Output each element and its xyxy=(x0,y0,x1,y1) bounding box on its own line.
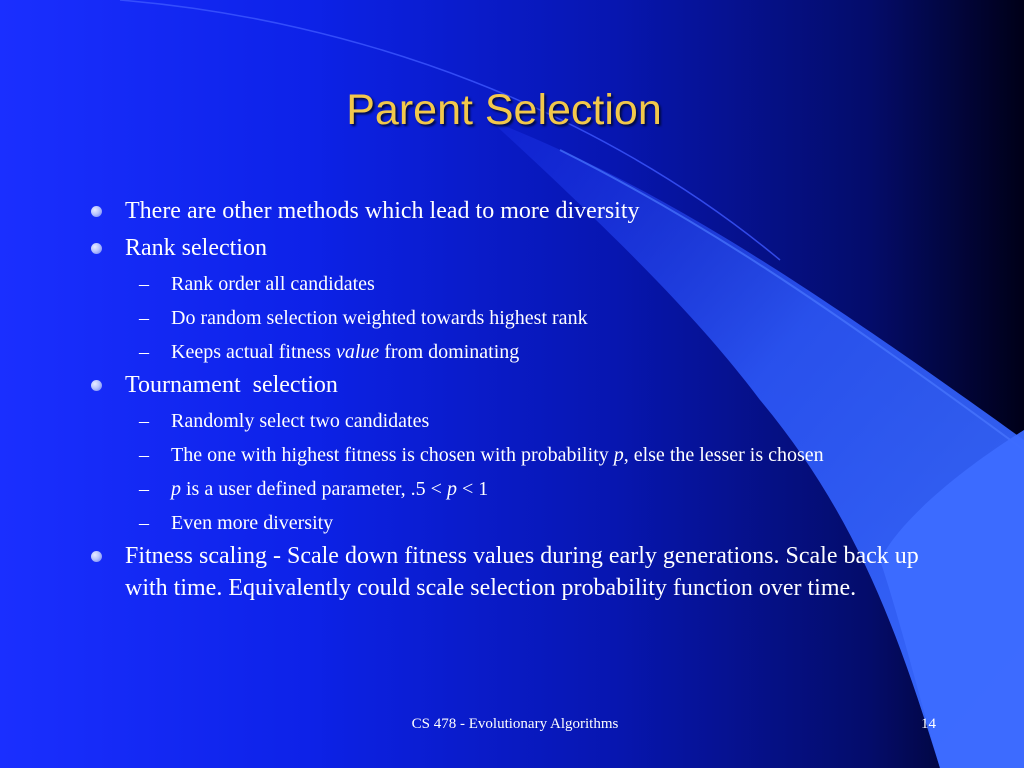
bullet-dot-icon xyxy=(91,551,102,562)
bullet-dot-icon xyxy=(91,380,102,391)
sub-bullet-text: Randomly select two candidates xyxy=(171,410,430,432)
sub-bullet-item xyxy=(90,339,940,366)
text-run: Keeps actual fitness xyxy=(171,341,336,363)
sub-bullet-text: Even more diversity xyxy=(171,512,334,534)
bullet-item xyxy=(90,232,940,264)
bullet-list xyxy=(90,192,940,604)
dash-icon: – xyxy=(139,273,149,295)
sub-bullet-text: Rank order all candidates xyxy=(171,273,375,295)
dash-icon: – xyxy=(139,478,149,500)
dash-icon: – xyxy=(139,444,149,466)
dash-icon: – xyxy=(139,410,149,432)
text-run: < 1 xyxy=(456,478,489,500)
dash-icon: – xyxy=(139,307,149,329)
bullet-item xyxy=(90,540,940,604)
bullet-dot-icon xyxy=(91,206,102,217)
dash-icon: – xyxy=(139,512,149,534)
sub-bullet-item xyxy=(90,271,940,298)
bullet-text: Tournament selection xyxy=(125,372,338,398)
emphasis-text: value xyxy=(335,341,380,363)
dash-icon: – xyxy=(139,341,149,363)
footer-course-title: CS 478 - Evolutionary Algorithms xyxy=(411,716,619,732)
slide-number: 14 xyxy=(921,716,936,732)
text-run: The one with highest fitness is chosen with probability xyxy=(171,444,614,466)
sub-bullet-item xyxy=(90,476,940,503)
text-run: , else the lesser is chosen xyxy=(623,444,824,466)
emphasis-text: p xyxy=(613,444,624,466)
emphasis-text: p xyxy=(171,478,181,500)
sub-bullet-item xyxy=(90,510,940,537)
bullet-text: Fitness scaling - Scale down fitness values during early generations. Scale back up with time. Equivalently could scale selection probability function over time. xyxy=(125,543,919,601)
bullet-text: Rank selection xyxy=(125,235,267,261)
sub-bullet-item xyxy=(90,305,940,332)
text-run: from dominating xyxy=(379,341,520,363)
slide-title: Parent Selection xyxy=(346,86,662,134)
sub-bullet-text xyxy=(171,341,519,363)
bullet-item xyxy=(90,195,940,227)
sub-bullet-text xyxy=(171,478,488,500)
emphasis-text: p xyxy=(446,478,457,500)
sub-bullet-item xyxy=(90,408,940,435)
bullet-dot-icon xyxy=(91,243,102,254)
text-run: is a user defined parameter, .5 < xyxy=(181,478,447,500)
bullet-text: There are other methods which lead to more diversity xyxy=(125,198,640,224)
bullet-item xyxy=(90,369,940,401)
sub-bullet-item xyxy=(90,442,940,469)
sub-bullet-text: Do random selection weighted towards highest rank xyxy=(171,307,588,329)
sub-bullet-text xyxy=(171,444,824,466)
